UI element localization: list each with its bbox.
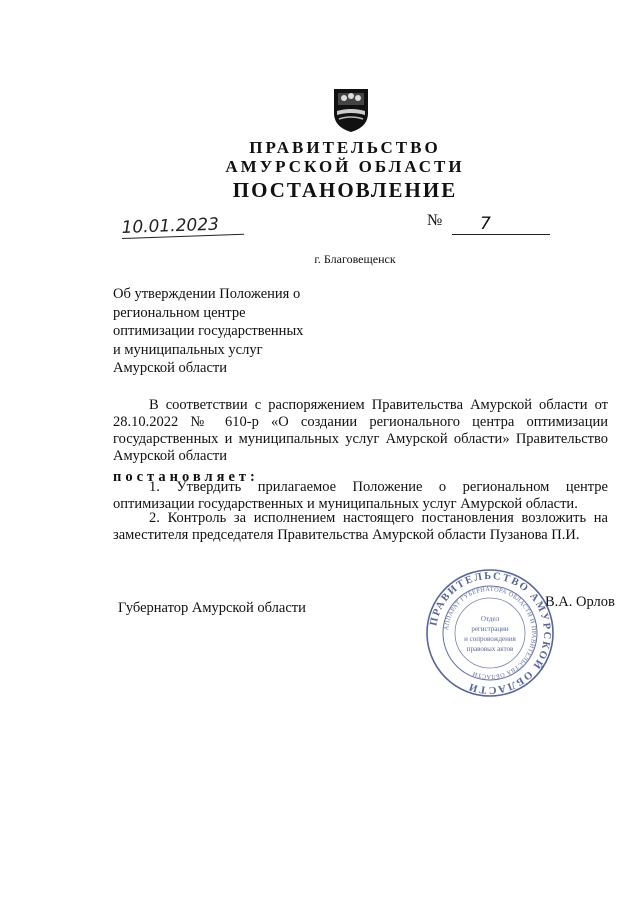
subject-line: оптимизации государственных — [113, 323, 304, 339]
government-title-line2: АМУРСКОЙ ОБЛАСТИ — [225, 157, 465, 176]
signer-name: В.А. Орлов — [545, 594, 615, 610]
document-type-title: ПОСТАНОВЛЕНИЕ — [232, 178, 458, 202]
official-seal — [424, 567, 556, 699]
seal-center-line: Отдел — [480, 615, 500, 623]
document-subject — [113, 285, 323, 378]
preamble-paragraph: В соответствии с распоряжением Правительства Амурской области от 28.10.2022 № 610-р «О создании регионального центра оптимизации государственных и муниципальных услуг Амурской области» Правительство Амурской области — [113, 397, 608, 464]
seal-center-line: регистрации — [471, 625, 509, 633]
decision-item-2: 2. Контроль за исполнением настоящего постановления возложить на заместителя председателя Правительства Амурской области Пузанова П.И. — [113, 510, 608, 543]
seal-center-line: правовых актов — [466, 645, 514, 653]
city-line: г. Благовещенск — [314, 252, 396, 266]
signer-title: Губернатор Амурской области — [118, 600, 306, 616]
decision-item-1: 1. Утвердить прилагаемое Положение о региональном центре оптимизации государственных и муниципальных услуг Амурской области. — [113, 479, 608, 512]
number-label: № — [427, 212, 443, 229]
decree-word: постановляет: — [113, 469, 259, 485]
seal-outer-path: ПРАВИТЕЛЬСТВО АМУРСКОЙ ОБЛАСТИ — [428, 570, 553, 696]
coat-of-arms-icon — [330, 85, 372, 133]
document-number: 7 — [452, 214, 550, 235]
subject-line: и муниципальных услуг — [113, 341, 263, 358]
seal-inner-path: АППАРАТ ГУБЕРНАТОРА ОБЛАСТИ И ПРАВИТЕЛЬСТВА ОБЛАСТИ — [443, 585, 538, 681]
document-date: 10.01.2023 — [121, 214, 244, 239]
subject-line: Об утверждении Положения о — [113, 286, 301, 302]
subject-line: региональном центре — [113, 304, 246, 321]
seal-center-line: и сопровождения — [464, 635, 516, 643]
government-title-line1: ПРАВИТЕЛЬСТВО — [249, 138, 441, 157]
subject-line: Амурской области — [113, 360, 227, 376]
